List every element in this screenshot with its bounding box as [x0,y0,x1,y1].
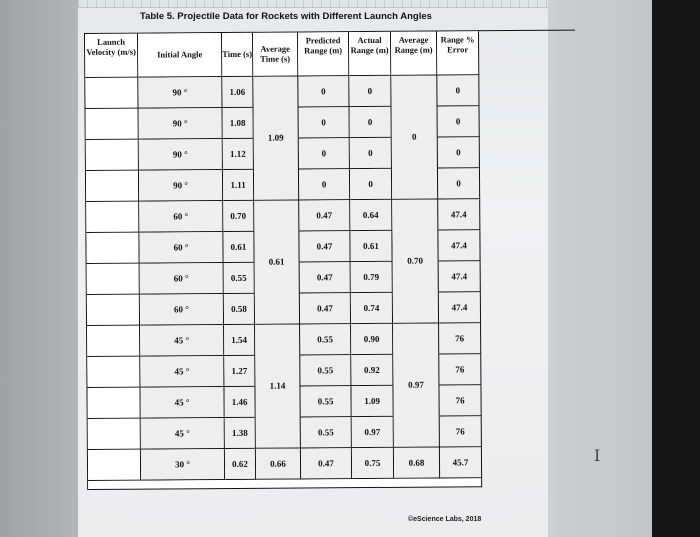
range-error-cell[interactable]: 76 [439,385,481,416]
launch-velocity-cell[interactable] [87,388,140,419]
launch-velocity-cell[interactable] [88,450,141,481]
range-error-cell[interactable]: 0 [438,137,480,168]
predicted-range-cell[interactable]: 0.55 [301,417,352,448]
initial-angle-cell[interactable]: 30 ° [141,449,225,481]
projectile-data-table [84,30,578,490]
header-range-error: Range % Error [437,31,479,75]
actual-range-cell[interactable]: 0.75 [352,448,394,479]
actual-range-cell[interactable]: 0.97 [352,417,394,448]
average-time-cell[interactable]: 1.14 [255,324,301,448]
header-actual-range: Actual Range (m) [349,32,391,76]
initial-angle-cell[interactable]: 45 ° [140,356,224,388]
predicted-range-cell[interactable]: 0.55 [300,324,351,355]
launch-velocity-cell[interactable] [86,140,139,171]
time-cell[interactable]: 1.11 [223,170,254,201]
monitor-bezel [652,0,700,537]
initial-angle-cell[interactable]: 60 ° [139,232,223,264]
time-cell[interactable]: 1.54 [224,325,255,356]
time-cell[interactable]: 0.55 [224,263,255,294]
background-left [0,0,82,537]
predicted-range-cell[interactable]: 0 [299,169,350,200]
launch-velocity-cell[interactable] [87,326,140,357]
text-cursor-icon: I [594,446,601,465]
predicted-range-cell[interactable]: 0.47 [299,200,350,231]
predicted-range-cell[interactable]: 0 [298,76,349,107]
header-average-time: Average Time (s) [253,33,298,77]
launch-velocity-cell[interactable] [87,295,140,326]
actual-range-cell[interactable]: 0.64 [350,200,392,231]
launch-velocity-cell[interactable] [85,78,138,109]
range-error-cell[interactable]: 47.4 [438,199,480,230]
document-page [78,0,548,537]
predicted-range-cell[interactable]: 0 [299,107,350,138]
average-range-cell[interactable]: 0.97 [393,324,440,448]
time-cell[interactable]: 1.46 [224,387,255,418]
range-error-cell[interactable]: 0 [437,75,479,106]
predicted-range-cell[interactable]: 0.47 [299,231,350,262]
initial-angle-cell[interactable]: 90 ° [139,139,223,171]
launch-velocity-cell[interactable] [88,419,141,450]
actual-range-cell[interactable]: 0.92 [351,355,393,386]
average-range-cell[interactable]: 0.70 [392,200,439,324]
ruler[interactable] [78,0,548,8]
launch-velocity-cell[interactable] [86,109,139,140]
launch-velocity-cell[interactable] [86,233,139,264]
footer-copyright: ©eScience Labs, 2018 [408,516,482,523]
initial-angle-cell[interactable]: 45 ° [140,387,224,419]
header-predicted-range: Predicted Range (m) [298,32,349,76]
initial-angle-cell[interactable]: 45 ° [140,325,224,357]
time-cell[interactable]: 0.70 [223,201,254,232]
actual-range-cell[interactable]: 0 [350,138,392,169]
average-time-cell[interactable]: 0.61 [254,201,300,325]
predicted-range-cell[interactable]: 0.47 [301,448,352,479]
predicted-range-cell[interactable]: 0 [299,138,350,169]
initial-angle-cell[interactable]: 60 ° [140,294,224,326]
initial-angle-cell[interactable]: 90 ° [139,108,223,140]
launch-velocity-cell[interactable] [87,264,140,295]
actual-range-cell[interactable]: 0 [350,169,392,200]
actual-range-cell[interactable]: 0 [349,76,391,107]
range-error-cell[interactable]: 0 [438,106,480,137]
initial-angle-cell[interactable]: 60 ° [140,263,224,295]
launch-velocity-cell[interactable] [86,171,139,202]
actual-range-cell[interactable]: 0.79 [351,262,393,293]
range-error-cell[interactable]: 47.4 [439,261,481,292]
header-time: Time (s) [222,33,253,77]
initial-angle-cell[interactable]: 60 ° [139,201,223,233]
time-cell[interactable]: 0.58 [224,294,255,325]
header-initial-angle: Initial Angle [138,33,222,78]
time-cell[interactable]: 0.62 [225,449,256,480]
predicted-range-cell[interactable]: 0.47 [300,262,351,293]
range-error-cell[interactable]: 76 [440,416,482,447]
actual-range-cell[interactable]: 0.61 [350,231,392,262]
time-cell[interactable]: 0.61 [223,232,254,263]
predicted-range-cell[interactable]: 0.55 [300,386,351,417]
time-cell[interactable]: 1.12 [223,139,254,170]
average-range-cell[interactable]: 0 [391,76,438,200]
range-error-cell[interactable]: 76 [439,354,481,385]
header-average-range: Average Range (m) [391,32,437,76]
range-error-cell[interactable]: 47.4 [439,292,481,323]
time-cell[interactable]: 1.38 [225,418,256,449]
average-time-cell[interactable]: 1.09 [253,77,299,201]
table-caption: Table 5. Projectile Data for Rockets with Different Launch Angles [140,11,432,22]
actual-range-cell[interactable]: 0 [350,107,392,138]
empty-table-row [88,478,482,490]
launch-velocity-cell[interactable] [86,202,139,233]
predicted-range-cell[interactable]: 0.55 [300,355,351,386]
average-range-cell[interactable]: 0.68 [394,448,440,479]
range-error-cell[interactable]: 76 [439,323,481,354]
initial-angle-cell[interactable]: 90 ° [139,170,223,202]
range-error-cell[interactable]: 47.4 [438,230,480,261]
initial-angle-cell[interactable]: 90 ° [138,77,222,109]
actual-range-cell[interactable]: 0.90 [351,324,393,355]
header-launch-velocity: Launch Velocity (m/s) [85,34,138,78]
time-cell[interactable]: 1.27 [224,356,255,387]
time-cell[interactable]: 1.06 [222,77,253,108]
launch-velocity-cell[interactable] [87,357,140,388]
range-error-cell[interactable]: 45.7 [440,447,482,478]
actual-range-cell[interactable]: 0.74 [351,293,393,324]
predicted-range-cell[interactable]: 0.47 [300,293,351,324]
average-time-cell[interactable]: 0.66 [256,448,301,479]
actual-range-cell[interactable]: 1.09 [351,386,393,417]
range-error-cell[interactable]: 0 [438,168,480,199]
initial-angle-cell[interactable]: 45 ° [141,418,225,450]
time-cell[interactable]: 1.08 [223,108,254,139]
